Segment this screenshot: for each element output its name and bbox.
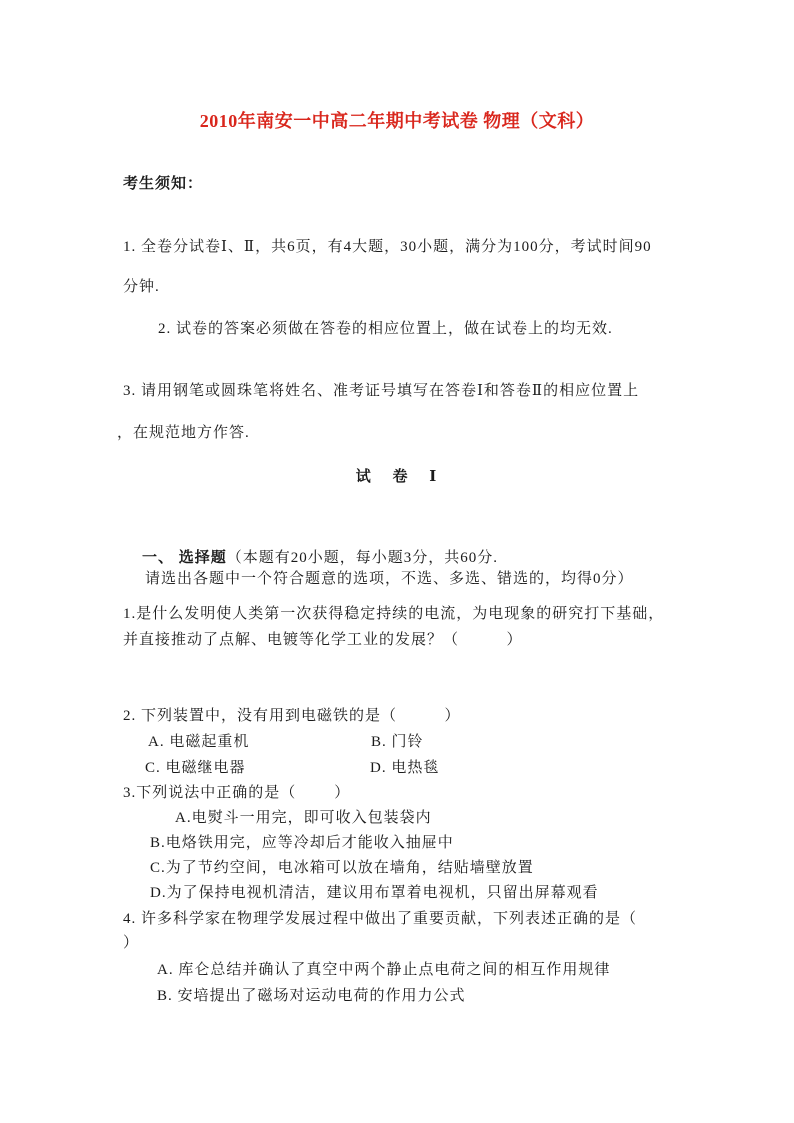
question-4-option-a: A. 库仑总结并确认了真空中两个静止点电荷之间的相互作用规律 — [157, 962, 611, 978]
question-1-line-1: 1.是什么发明使人类第一次获得稳定持续的电流，为电现象的研究打下基础， — [123, 606, 665, 622]
notice-item-2: 2. 试卷的答案必须做在答卷的相应位置上，做在试卷上的均无效. — [158, 321, 613, 337]
part1-heading — [123, 528, 499, 566]
question-3-option-c: C.为了节约空间，电冰箱可以放在墙角，结贴墙壁放置 — [150, 860, 534, 876]
question-1-line-2: 并直接推动了点解、电镀等化学工业的发展？（ ） — [123, 632, 523, 648]
question-4-stem-line-2: ） — [123, 935, 140, 951]
notice-item-1-line-2: 分钟. — [123, 279, 160, 295]
part1-label: 一、 选择题 — [142, 550, 227, 566]
notice-heading: 考生须知： — [123, 176, 204, 192]
notice-item-1-line-1: 1. 全卷分试卷Ⅰ、Ⅱ，共6页，有4大题，30小题，满分为100分，考试时间90 — [123, 239, 652, 255]
question-4-stem-line-1: 4. 许多科学家在物理学发展过程中做出了重要贡献，下列表述正确的是（ — [123, 911, 638, 927]
question-2-option-a: A. 电磁起重机 — [148, 734, 250, 750]
question-3-option-a: A.电熨斗一用完，即可收入包装袋内 — [175, 810, 432, 826]
notice-item-3-line-1: 3. 请用钢笔或圆珠笔将姓名、准考证号填写在答卷Ⅰ和答卷Ⅱ的相应位置上 — [123, 383, 640, 399]
question-3-option-b: B.电烙铁用完，应等冷却后才能收入抽屉中 — [150, 835, 454, 851]
section-title: 试 卷 Ⅰ — [355, 469, 439, 485]
exam-title: 2010年南安一中高二年期中考试卷 物理（文科） — [199, 111, 595, 131]
question-2-option-d: D. 电热毯 — [370, 760, 440, 776]
question-3-stem: 3.下列说法中正确的是（ ） — [123, 785, 351, 801]
question-3-option-d: D.为了保持电视机清洁，建议用布罩着电视机，只留出屏幕观看 — [150, 885, 599, 901]
question-2-option-c: C. 电磁继电器 — [145, 760, 246, 776]
question-4-option-b: B. 安培提出了磁场对运动电荷的作用力公式 — [157, 988, 466, 1004]
part1-desc: （本题有20小题，每小题3分，共60分. — [226, 550, 499, 566]
question-2-stem: 2. 下列装置中，没有用到电磁铁的是（ ） — [123, 708, 461, 724]
part1-instruction: 请选出各题中一个符合题意的选项，不选、多选、错选的，均得0分） — [145, 571, 634, 587]
notice-item-3-line-2: ，在规范地方作答. — [117, 425, 250, 441]
question-2-option-b: B. 门铃 — [371, 734, 424, 750]
